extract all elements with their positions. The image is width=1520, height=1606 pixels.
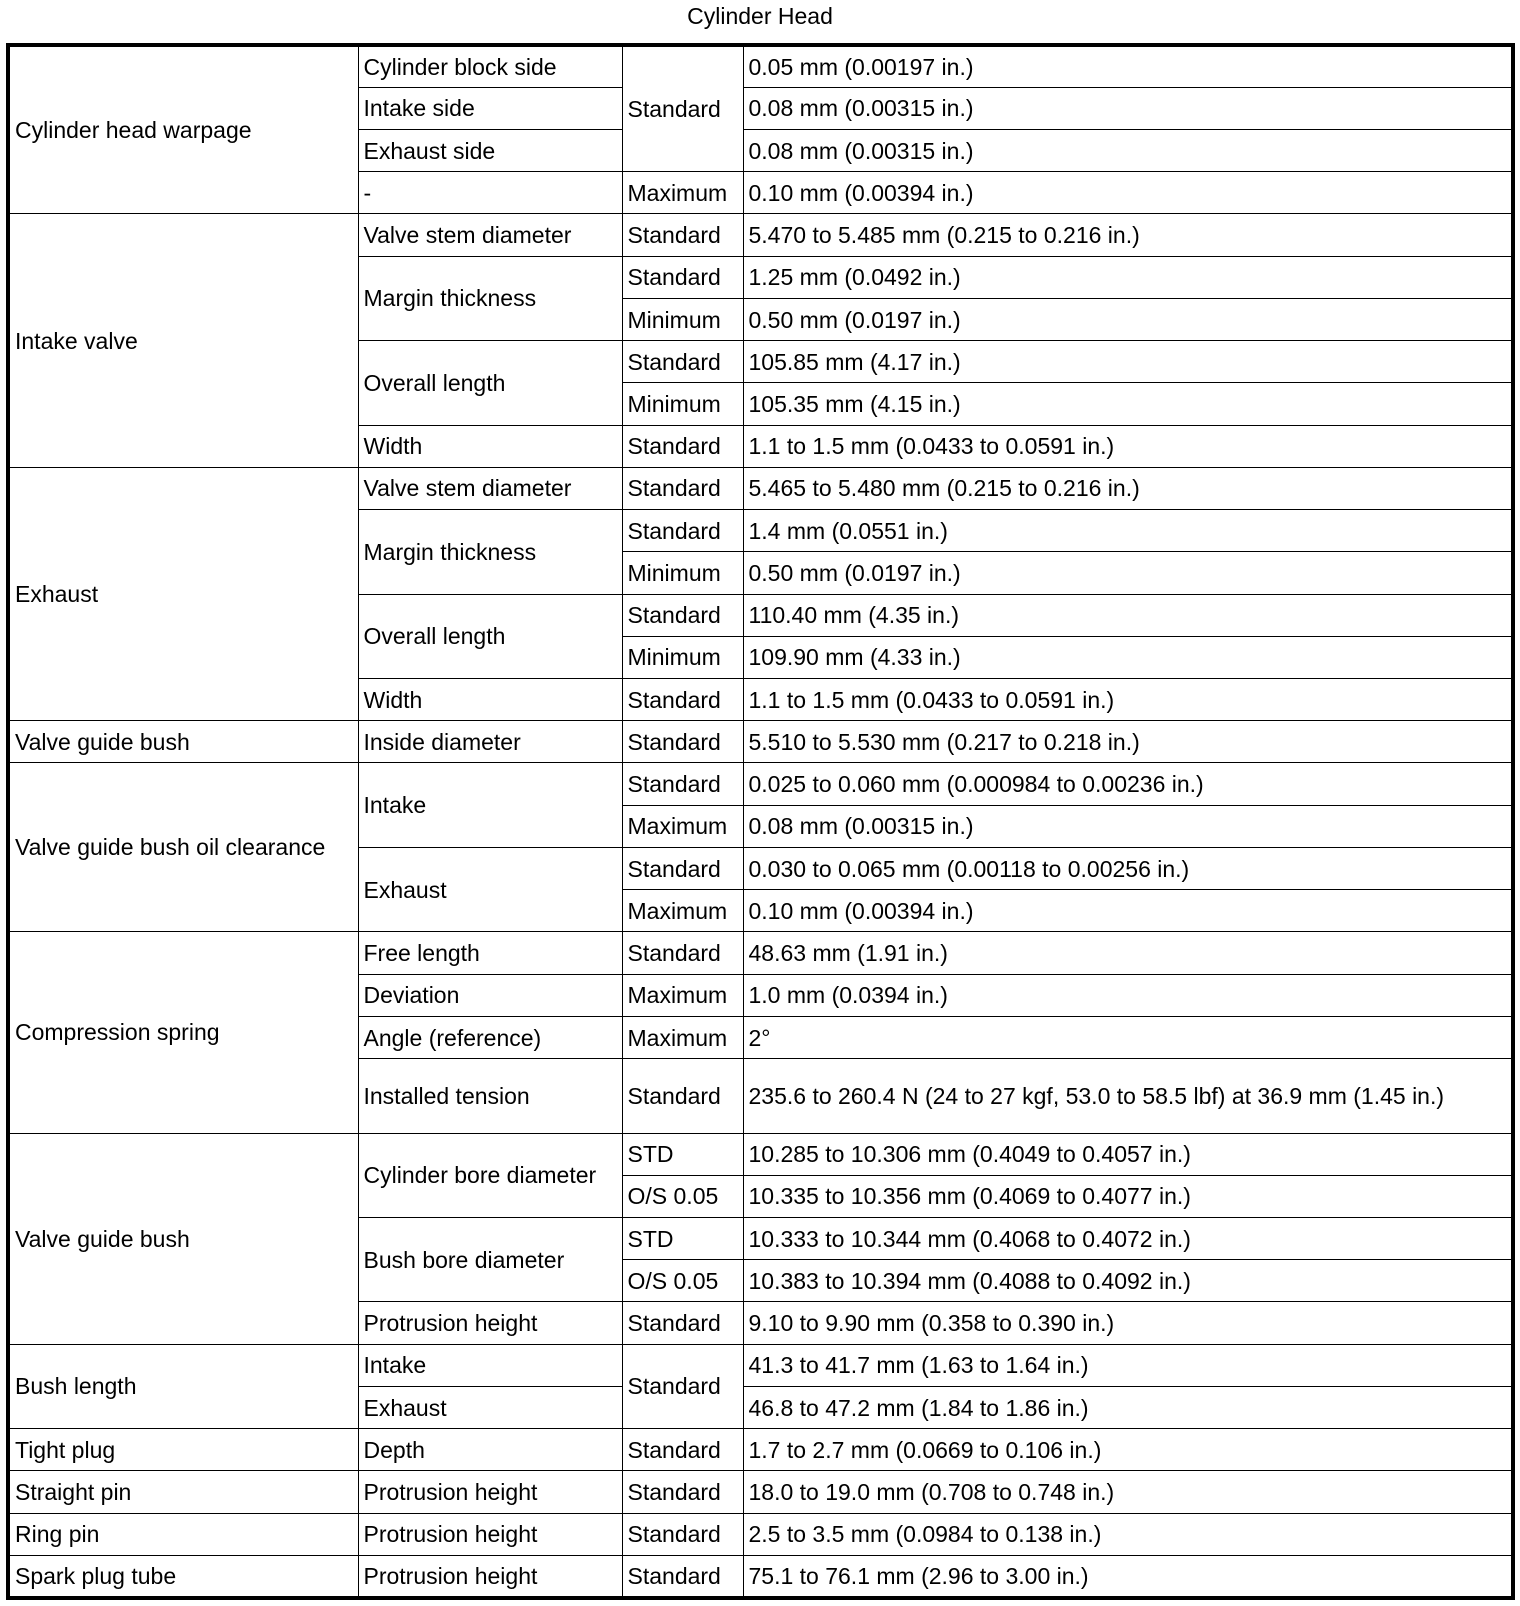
check-cell: Exhaust	[358, 847, 622, 931]
condition-cell: Standard	[622, 721, 743, 763]
table-row	[8, 1429, 1513, 1471]
value-cell: 10.285 to 10.306 mm (0.4049 to 0.4057 in.)	[743, 1133, 1513, 1175]
condition-cell: Standard	[622, 467, 743, 509]
condition-cell: Standard	[622, 1471, 743, 1513]
value-cell: 0.50 mm (0.0197 in.)	[743, 298, 1513, 340]
table-row	[8, 763, 1513, 805]
value-cell: 1.4 mm (0.0551 in.)	[743, 510, 1513, 552]
condition-cell: O/S 0.05	[622, 1175, 743, 1217]
check-cell: Free length	[358, 932, 622, 974]
value-cell: 1.1 to 1.5 mm (0.0433 to 0.0591 in.)	[743, 425, 1513, 467]
check-cell: Intake side	[358, 87, 622, 129]
value-cell: 9.10 to 9.90 mm (0.358 to 0.390 in.)	[743, 1302, 1513, 1344]
item-cell: Valve guide bush	[8, 721, 358, 763]
item-cell: Intake valve	[8, 214, 358, 467]
condition-cell: Standard	[622, 679, 743, 721]
table-row	[8, 1133, 1513, 1175]
table-row	[8, 45, 1513, 87]
value-cell: 0.08 mm (0.00315 in.)	[743, 129, 1513, 171]
value-cell: 110.40 mm (4.35 in.)	[743, 594, 1513, 636]
condition-cell: Standard	[622, 214, 743, 256]
condition-cell: Standard	[622, 1059, 743, 1133]
table-row	[8, 1344, 1513, 1386]
value-cell: 1.25 mm (0.0492 in.)	[743, 256, 1513, 298]
table-row	[8, 1513, 1513, 1555]
condition-cell: Maximum	[622, 805, 743, 847]
condition-cell: Maximum	[622, 974, 743, 1016]
condition-cell: Standard	[622, 1555, 743, 1598]
spec-table	[6, 43, 1515, 1600]
condition-cell: Standard	[622, 1302, 743, 1344]
value-cell: 1.0 mm (0.0394 in.)	[743, 974, 1513, 1016]
check-cell: Width	[358, 679, 622, 721]
value-cell: 1.1 to 1.5 mm (0.0433 to 0.0591 in.)	[743, 679, 1513, 721]
value-cell: 5.465 to 5.480 mm (0.215 to 0.216 in.)	[743, 467, 1513, 509]
check-cell: Valve stem diameter	[358, 467, 622, 509]
condition-cell: STD	[622, 1218, 743, 1260]
value-cell: 46.8 to 47.2 mm (1.84 to 1.86 in.)	[743, 1386, 1513, 1428]
check-cell: Inside diameter	[358, 721, 622, 763]
table-row	[8, 214, 1513, 256]
value-cell: 5.510 to 5.530 mm (0.217 to 0.218 in.)	[743, 721, 1513, 763]
value-cell: 10.383 to 10.394 mm (0.4088 to 0.4092 in.)	[743, 1260, 1513, 1302]
value-cell: 1.7 to 2.7 mm (0.0669 to 0.106 in.)	[743, 1429, 1513, 1471]
item-cell: Tight plug	[8, 1429, 358, 1471]
condition-cell: Standard	[622, 1344, 743, 1428]
condition-cell: Maximum	[622, 1016, 743, 1058]
table-row	[8, 721, 1513, 763]
condition-cell: O/S 0.05	[622, 1260, 743, 1302]
value-cell: 105.85 mm (4.17 in.)	[743, 341, 1513, 383]
table-row	[8, 1555, 1513, 1598]
condition-cell: Maximum	[622, 172, 743, 214]
condition-cell: Minimum	[622, 636, 743, 678]
item-cell: Ring pin	[8, 1513, 358, 1555]
value-cell: 0.030 to 0.065 mm (0.00118 to 0.00256 in.)	[743, 847, 1513, 889]
check-cell: Exhaust	[358, 1386, 622, 1428]
condition-cell: Standard	[622, 1513, 743, 1555]
value-cell: 10.333 to 10.344 mm (0.4068 to 0.4072 in.)	[743, 1218, 1513, 1260]
condition-cell: STD	[622, 1133, 743, 1175]
item-cell: Spark plug tube	[8, 1555, 358, 1598]
condition-cell: Standard	[622, 763, 743, 805]
check-cell: -	[358, 172, 622, 214]
condition-cell: Standard	[622, 594, 743, 636]
check-cell: Angle (reference)	[358, 1016, 622, 1058]
check-cell: Installed tension	[358, 1059, 622, 1133]
check-cell: Depth	[358, 1429, 622, 1471]
check-cell: Exhaust side	[358, 129, 622, 171]
value-cell: 0.10 mm (0.00394 in.)	[743, 172, 1513, 214]
check-cell: Width	[358, 425, 622, 467]
value-cell: 2°	[743, 1016, 1513, 1058]
value-cell: 0.025 to 0.060 mm (0.000984 to 0.00236 in.)	[743, 763, 1513, 805]
value-cell: 0.50 mm (0.0197 in.)	[743, 552, 1513, 594]
condition-cell: Standard	[622, 45, 743, 172]
value-cell: 48.63 mm (1.91 in.)	[743, 932, 1513, 974]
item-cell: Exhaust	[8, 467, 358, 720]
value-cell: 109.90 mm (4.33 in.)	[743, 636, 1513, 678]
condition-cell: Standard	[622, 341, 743, 383]
item-cell: Compression spring	[8, 932, 358, 1133]
condition-cell: Minimum	[622, 383, 743, 425]
value-cell: 18.0 to 19.0 mm (0.708 to 0.748 in.)	[743, 1471, 1513, 1513]
value-cell: 41.3 to 41.7 mm (1.63 to 1.64 in.)	[743, 1344, 1513, 1386]
condition-cell: Minimum	[622, 552, 743, 594]
condition-cell: Standard	[622, 932, 743, 974]
check-cell: Overall length	[358, 341, 622, 425]
table-row	[8, 467, 1513, 509]
item-cell: Valve guide bush oil clearance	[8, 763, 358, 932]
check-cell: Protrusion height	[358, 1555, 622, 1598]
item-cell: Valve guide bush	[8, 1133, 358, 1344]
page-title: Cylinder Head	[687, 3, 833, 29]
value-cell: 2.5 to 3.5 mm (0.0984 to 0.138 in.)	[743, 1513, 1513, 1555]
condition-cell: Standard	[622, 510, 743, 552]
condition-cell: Standard	[622, 1429, 743, 1471]
condition-cell: Standard	[622, 256, 743, 298]
check-cell: Protrusion height	[358, 1471, 622, 1513]
check-cell: Intake	[358, 763, 622, 847]
table-row	[8, 932, 1513, 974]
item-cell: Bush length	[8, 1344, 358, 1428]
condition-cell: Minimum	[622, 298, 743, 340]
value-cell: 235.6 to 260.4 N (24 to 27 kgf, 53.0 to 58.5 lbf) at 36.9 mm (1.45 in.)	[743, 1059, 1513, 1133]
value-cell: 75.1 to 76.1 mm (2.96 to 3.00 in.)	[743, 1555, 1513, 1598]
check-cell: Valve stem diameter	[358, 214, 622, 256]
check-cell: Intake	[358, 1344, 622, 1386]
value-cell: 0.05 mm (0.00197 in.)	[743, 45, 1513, 87]
value-cell: 105.35 mm (4.15 in.)	[743, 383, 1513, 425]
value-cell: 0.08 mm (0.00315 in.)	[743, 805, 1513, 847]
value-cell: 5.470 to 5.485 mm (0.215 to 0.216 in.)	[743, 214, 1513, 256]
value-cell: 10.335 to 10.356 mm (0.4069 to 0.4077 in.)	[743, 1175, 1513, 1217]
condition-cell: Maximum	[622, 890, 743, 932]
check-cell: Overall length	[358, 594, 622, 678]
condition-cell: Standard	[622, 847, 743, 889]
check-cell: Cylinder block side	[358, 45, 622, 87]
check-cell: Margin thickness	[358, 510, 622, 594]
item-cell: Cylinder head warpage	[8, 45, 358, 214]
check-cell: Cylinder bore diameter	[358, 1133, 622, 1217]
check-cell: Protrusion height	[358, 1513, 622, 1555]
value-cell: 0.10 mm (0.00394 in.)	[743, 890, 1513, 932]
value-cell: 0.08 mm (0.00315 in.)	[743, 87, 1513, 129]
check-cell: Protrusion height	[358, 1302, 622, 1344]
condition-cell: Standard	[622, 425, 743, 467]
table-row	[8, 1471, 1513, 1513]
item-cell: Straight pin	[8, 1471, 358, 1513]
check-cell: Margin thickness	[358, 256, 622, 340]
check-cell: Deviation	[358, 974, 622, 1016]
check-cell: Bush bore diameter	[358, 1218, 622, 1302]
